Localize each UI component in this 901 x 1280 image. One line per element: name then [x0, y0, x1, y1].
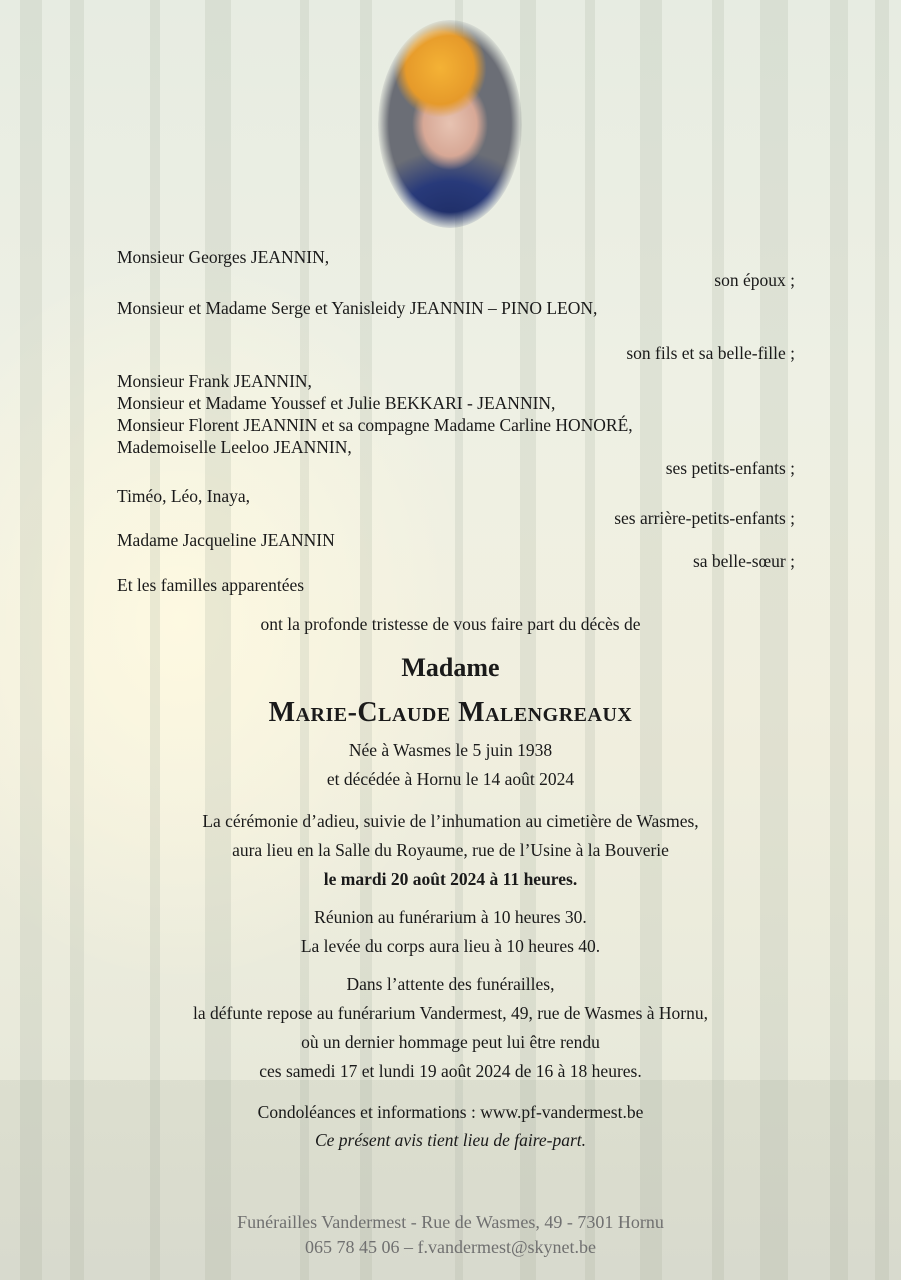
family-line: Monsieur Florent JEANNIN et sa compagne Madame Carline HONORÉ, [117, 415, 633, 435]
footer-address: Funérailles Vandermest - Rue de Wasmes, 49 - 7301 Hornu [237, 1212, 664, 1232]
waiting-line: où un dernier hommage peut lui être rendu [301, 1032, 600, 1052]
waiting-line: la défunte repose au funérarium Vandermest, 49, rue de Wasmes à Hornu, [193, 1003, 708, 1023]
deceased-title: Madame [401, 653, 500, 682]
birth-info: Née à Wasmes le 5 juin 1938 [348, 740, 553, 760]
family-line: Monsieur Georges JEANNIN, [117, 247, 330, 267]
ceremony-line: La cérémonie d’adieu, suivie de l’inhumation au cimetière de Wasmes, [202, 811, 699, 831]
relation-label: sa belle-sœur ; [692, 551, 795, 571]
family-line: Timéo, Léo, Inaya, [117, 486, 251, 506]
meeting-line: Réunion au funérarium à 10 heures 30. [314, 907, 587, 927]
relation-label: son époux ; [714, 270, 795, 290]
family-line: Monsieur Frank JEANNIN, [117, 371, 312, 391]
family-line: Mademoiselle Leeloo JEANNIN, [117, 437, 352, 457]
waiting-line: Dans l’attente des funérailles, [346, 974, 555, 994]
family-line: Et les familles apparentées [117, 575, 305, 595]
waiting-line: ces samedi 17 et lundi 19 août 2024 de 16 à 18 heures. [259, 1061, 642, 1081]
deceased-name: Marie-Claude Malengreaux [268, 697, 633, 728]
condolences-info: Condoléances et informations : www.pf-vandermest.be [257, 1102, 644, 1122]
relation-label: ses arrière-petits-enfants ; [614, 508, 795, 528]
announcement: ont la profonde tristesse de vous faire part du décès de [260, 614, 641, 634]
meeting-line: La levée du corps aura lieu à 10 heures 40. [300, 936, 601, 956]
faire-part-note: Ce présent avis tient lieu de faire-part. [314, 1130, 587, 1150]
family-line: Monsieur et Madame Serge et Yanisleidy JEANNIN – PINO LEON, [117, 298, 598, 318]
relation-label: son fils et sa belle-fille ; [626, 343, 795, 363]
portrait-photo [378, 20, 522, 228]
death-info: et décédée à Hornu le 14 août 2024 [326, 769, 575, 789]
ceremony-line: aura lieu en la Salle du Royaume, rue de l’Usine à la Bouverie [232, 840, 669, 860]
relation-label: ses petits-enfants ; [665, 458, 795, 478]
family-line: Monsieur et Madame Youssef et Julie BEKKARI - JEANNIN, [117, 393, 556, 413]
family-line: Madame Jacqueline JEANNIN [117, 530, 335, 550]
ceremony-date: le mardi 20 août 2024 à 11 heures. [323, 869, 578, 889]
footer-contact: 065 78 45 06 – f.vandermest@skynet.be [304, 1237, 597, 1257]
